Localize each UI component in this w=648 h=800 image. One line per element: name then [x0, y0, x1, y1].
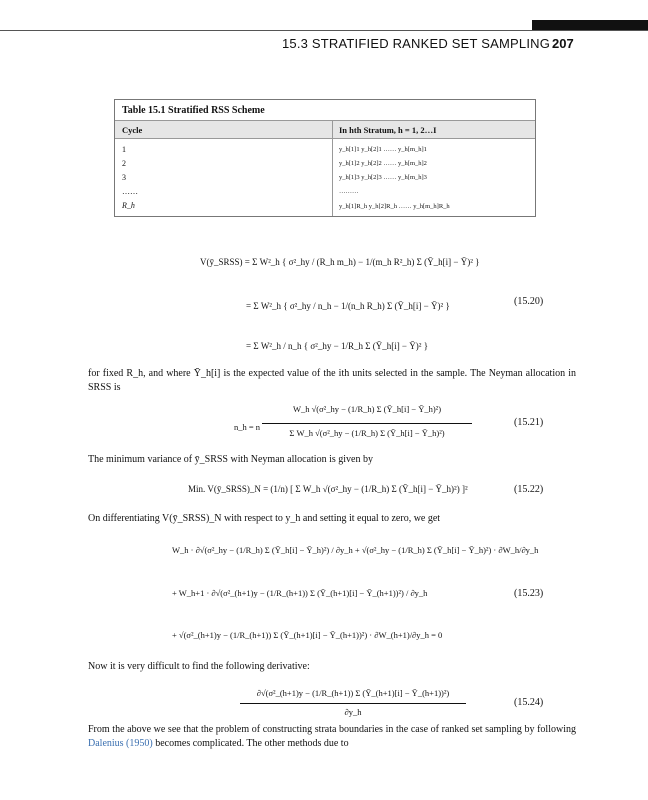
equation-15-20-line-1: V(ȳ_SRSS) = Σ W²_h { σ²_hy / (R_h m_h) − 1/(m_h R²_h) Σ (Ȳ_h[i] − Ȳ)² }	[200, 257, 480, 267]
fraction-bar	[262, 423, 472, 424]
equation-15-24-denominator: ∂y_h	[344, 707, 362, 717]
paragraph: for fixed R_h, and where Ȳ_h[i] is the expected value of the ith units selected in the sample. The Neyman allocation in SRSS is	[88, 368, 576, 393]
paragraph: On differentiating V(ȳ_SRSS)_N with respect to y_h and setting it equal to zero, we get	[88, 513, 441, 524]
running-head: 15.3 STRATIFIED RANKED SET SAMPLING	[282, 36, 551, 51]
equation-15-20-line-3: = Σ W²_h / n_h { σ²_hy − 1/R_h Σ (Ȳ_h[i] − Ȳ)² }	[246, 341, 429, 351]
table-cell-value: y_h[1]R_h y_h[2]R_h …… y_h[m_h]R_h	[339, 203, 450, 210]
math-lhs: n_h = n	[234, 422, 261, 432]
equation-number: (15.23)	[514, 588, 544, 599]
equation-15-21-denominator: Σ W_h √(σ²_hy − (1/R_h) Σ (Ȳ_h[i] − Ȳ_h)²)	[289, 428, 445, 438]
table-15-1	[114, 99, 536, 217]
table-cell-value: ………	[339, 188, 359, 195]
equation-15-23-line-3: + √(σ²_(h+1)y − (1/R_(h+1)) Σ (Ȳ_(h+1)[i] − Ȳ_(h+1))²) · ∂W_(h+1)/∂y_h = 0	[172, 630, 443, 640]
equation-15-23-line-2: + W_h+1 · ∂√(σ²_(h+1)y − (1/R_(h+1)) Σ (Ȳ_(h+1)[i] − Ȳ_(h+1))²) / ∂y_h	[172, 588, 428, 598]
equation-15-21-numerator: W_h √(σ²_hy − (1/R_h) Σ (Ȳ_h[i] − Ȳ_h)²)	[292, 404, 442, 414]
equation-number: (15.24)	[514, 697, 544, 708]
equation-number: (15.21)	[514, 417, 544, 428]
equation-number: (15.20)	[514, 296, 544, 307]
paragraph-text: From the above we see that the problem of constructing strata boundaries in the case of ranked set sampling by following	[88, 724, 576, 735]
table-title: Table 15.1 Stratified RSS Scheme	[122, 105, 265, 116]
table-cell-cycle: 1	[122, 145, 126, 154]
table-cell-cycle: ……	[122, 187, 138, 196]
header-rule	[0, 30, 648, 31]
equation-15-20-line-2: = Σ W²_h { σ²_hy / n_h − 1/(n_h R_h) Σ (Ȳ_h[i] − Ȳ)² }	[246, 301, 450, 311]
equation-15-23-line-1: W_h · ∂√(σ²_hy − (1/R_h) Σ (Ȳ_h[i] − Ȳ_h)²) / ∂y_h + √(σ²_hy − (1/R_h) Σ (Ȳ_h[i] − Ȳ_h)²) · ∂W_h/∂y_h	[172, 545, 539, 555]
equation-15-22: Min. V(ȳ_SRSS)_N = (1/n) [ Σ W_h √(σ²_hy − (1/R_h) Σ (Ȳ_h[i] − Ȳ_h)²) ]²	[188, 484, 468, 494]
table-divider	[332, 120, 333, 216]
paragraph: Now it is very difficult to find the following derivative:	[88, 661, 310, 672]
table-cell-value: y_h[1]2 y_h[2]2 …… y_h[m_h]2	[339, 160, 427, 167]
header-bar	[532, 20, 648, 30]
page-number: 207	[552, 36, 574, 51]
paragraph-text: becomes complicated. The other methods due to	[155, 738, 349, 749]
fraction-bar	[240, 703, 466, 704]
citation-link[interactable]: Dalenius (1950)	[88, 738, 153, 749]
column-header-stratum: In hth Stratum, h = 1, 2…I	[339, 125, 437, 135]
equation-number: (15.22)	[514, 484, 544, 495]
table-cell-cycle: 2	[122, 159, 126, 168]
equation-15-24-numerator: ∂√(σ²_(h+1)y − (1/R_(h+1)) Σ (Ȳ_(h+1)[i] − Ȳ_(h+1))²)	[256, 688, 450, 698]
table-cell-value: y_h[1]1 y_h[2]1 …… y_h[m_h]1	[339, 146, 427, 153]
table-header-row	[115, 120, 535, 139]
table-cell-cycle: 3	[122, 173, 126, 182]
table-cell-cycle: R_h	[122, 201, 135, 210]
table-cell-value: y_h[1]3 y_h[2]3 …… y_h[m_h]3	[339, 174, 427, 181]
column-header-cycle: Cycle	[122, 125, 143, 135]
paragraph	[88, 723, 576, 751]
paragraph: The minimum variance of ȳ_SRSS with Neyman allocation is given by	[88, 454, 373, 465]
